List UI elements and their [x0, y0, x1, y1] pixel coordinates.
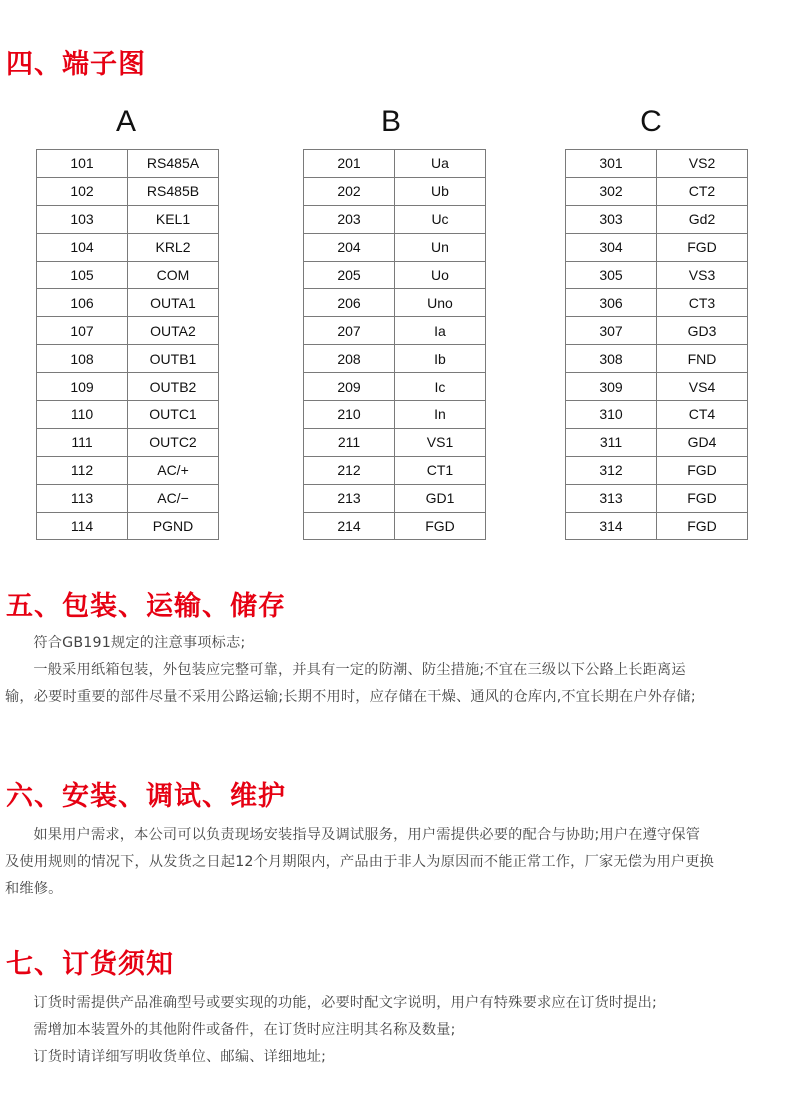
- table-row: [37, 401, 219, 429]
- terminal-number: 306: [566, 289, 657, 317]
- terminal-signal: Uc: [395, 205, 486, 233]
- terminal-number: 109: [37, 373, 128, 401]
- table-row: [37, 484, 219, 512]
- terminal-signal: CT2: [657, 177, 748, 205]
- terminal-number: 107: [37, 317, 128, 345]
- ordering-text: [5, 990, 785, 1071]
- terminal-number: 303: [566, 205, 657, 233]
- table-row: [37, 261, 219, 289]
- terminal-signal: OUTC2: [128, 428, 219, 456]
- section-title-terminal: 四、端子图: [6, 49, 146, 80]
- terminal-signal: OUTB1: [128, 345, 219, 373]
- terminal-number: 207: [304, 317, 395, 345]
- table-row: [304, 484, 486, 512]
- terminal-signal: FGD: [657, 456, 748, 484]
- table-row: [37, 512, 219, 540]
- terminal-signal: GD1: [395, 484, 486, 512]
- table-row: [566, 289, 748, 317]
- terminal-number: 213: [304, 484, 395, 512]
- table-row: [37, 428, 219, 456]
- table-row: [566, 177, 748, 205]
- packaging-line: 符合GB191规定的注意事项标志;: [33, 635, 246, 651]
- table-row: [304, 261, 486, 289]
- terminal-number: 104: [37, 233, 128, 261]
- table-row: [566, 205, 748, 233]
- table-row: [37, 373, 219, 401]
- table-row: [37, 150, 219, 178]
- terminal-signal: OUTA1: [128, 289, 219, 317]
- terminal-number: 212: [304, 456, 395, 484]
- table-row: [566, 401, 748, 429]
- table-row: [304, 345, 486, 373]
- terminal-number: 103: [37, 205, 128, 233]
- terminal-table-c: [565, 149, 748, 540]
- terminal-signal: Uno: [395, 289, 486, 317]
- table-row: [37, 345, 219, 373]
- terminal-number: 304: [566, 233, 657, 261]
- terminal-signal: Ub: [395, 177, 486, 205]
- terminal-number: 309: [566, 373, 657, 401]
- terminal-table-a: [36, 149, 219, 540]
- terminal-number: 208: [304, 345, 395, 373]
- table-row: [566, 484, 748, 512]
- table-row: [37, 456, 219, 484]
- terminal-number: 307: [566, 317, 657, 345]
- table-row: [566, 150, 748, 178]
- terminal-number: 106: [37, 289, 128, 317]
- table-row: [566, 428, 748, 456]
- terminal-signal: PGND: [128, 512, 219, 540]
- table-row: [304, 205, 486, 233]
- table-row: [37, 289, 219, 317]
- installation-text: [5, 822, 785, 903]
- terminal-signal: Ib: [395, 345, 486, 373]
- terminal-signal: In: [395, 401, 486, 429]
- terminal-group-label-c: C: [640, 105, 662, 138]
- terminal-number: 105: [37, 261, 128, 289]
- terminal-signal: Ic: [395, 373, 486, 401]
- packaging-line: 输，必要时重要的部件尽量不采用公路运输;长期不用时，应存储在干燥、通风的仓库内,不宜长期在户外存储;: [5, 689, 696, 705]
- terminal-signal: KEL1: [128, 205, 219, 233]
- terminal-signal: RS485B: [128, 177, 219, 205]
- terminal-number: 201: [304, 150, 395, 178]
- terminal-number: 112: [37, 456, 128, 484]
- terminal-number: 202: [304, 177, 395, 205]
- terminal-signal: CT4: [657, 401, 748, 429]
- terminal-signal: FND: [657, 345, 748, 373]
- terminal-signal: CT3: [657, 289, 748, 317]
- terminal-signal: Un: [395, 233, 486, 261]
- terminal-number: 203: [304, 205, 395, 233]
- terminal-signal: KRL2: [128, 233, 219, 261]
- terminal-number: 108: [37, 345, 128, 373]
- terminal-signal: FGD: [657, 233, 748, 261]
- table-row: [566, 317, 748, 345]
- terminal-signal: Ua: [395, 150, 486, 178]
- installation-line: 及使用规则的情况下，从发货之日起12个月期限内，产品由于非人为原因而不能正常工作，厂家无偿为用户更换: [5, 854, 715, 870]
- installation-line: 如果用户需求，本公司可以负责现场安装指导及调试服务，用户需提供必要的配合与协助;用户在遵守保管: [33, 827, 701, 843]
- terminal-signal: OUTC1: [128, 401, 219, 429]
- ordering-line: 订货时请详细写明收货单位、邮编、详细地址;: [33, 1049, 327, 1065]
- terminal-signal: FGD: [395, 512, 486, 540]
- terminal-signal: Gd2: [657, 205, 748, 233]
- terminal-signal: AC/+: [128, 456, 219, 484]
- table-row: [304, 317, 486, 345]
- terminal-signal: OUTA2: [128, 317, 219, 345]
- terminal-number: 214: [304, 512, 395, 540]
- packaging-line: 一般采用纸箱包装，外包装应完整可靠，并具有一定的防潮、防尘措施;不宜在三级以下公路上长距离运: [33, 662, 686, 678]
- ordering-line: 订货时需提供产品准确型号或要实现的功能，必要时配文字说明，用户有特殊要求应在订货时提出;: [33, 995, 658, 1011]
- terminal-number: 102: [37, 177, 128, 205]
- terminal-signal: OUTB2: [128, 373, 219, 401]
- table-row: [304, 456, 486, 484]
- terminal-number: 209: [304, 373, 395, 401]
- table-row: [566, 261, 748, 289]
- terminal-number: 114: [37, 512, 128, 540]
- terminal-signal: FGD: [657, 484, 748, 512]
- terminal-number: 101: [37, 150, 128, 178]
- terminal-number: 311: [566, 428, 657, 456]
- table-row: [304, 289, 486, 317]
- terminal-signal: VS2: [657, 150, 748, 178]
- terminal-number: 308: [566, 345, 657, 373]
- table-row: [304, 177, 486, 205]
- table-row: [37, 205, 219, 233]
- terminal-signal: GD3: [657, 317, 748, 345]
- terminal-signal: RS485A: [128, 150, 219, 178]
- table-row: [304, 233, 486, 261]
- terminal-number: 206: [304, 289, 395, 317]
- terminal-signal: CT1: [395, 456, 486, 484]
- section-title-packaging: 五、包装、运输、储存: [6, 591, 286, 622]
- terminal-number: 313: [566, 484, 657, 512]
- table-row: [566, 456, 748, 484]
- terminal-group-label-a: A: [115, 105, 136, 138]
- terminal-number: 113: [37, 484, 128, 512]
- table-row: [566, 233, 748, 261]
- terminal-number: 301: [566, 150, 657, 178]
- table-row: [37, 177, 219, 205]
- terminal-number: 305: [566, 261, 657, 289]
- terminal-signal: AC/−: [128, 484, 219, 512]
- terminal-number: 302: [566, 177, 657, 205]
- terminal-number: 111: [37, 428, 128, 456]
- terminal-signal: Ia: [395, 317, 486, 345]
- terminal-signal: VS1: [395, 428, 486, 456]
- terminal-signal: GD4: [657, 428, 748, 456]
- terminal-number: 204: [304, 233, 395, 261]
- section-title-installation: 六、安装、调试、维护: [6, 781, 286, 812]
- table-row: [566, 345, 748, 373]
- table-row: [304, 401, 486, 429]
- table-row: [37, 317, 219, 345]
- terminal-number: 310: [566, 401, 657, 429]
- packaging-text: [5, 630, 785, 711]
- terminal-number: 312: [566, 456, 657, 484]
- terminal-table-b: [303, 149, 486, 540]
- terminal-signal: VS4: [657, 373, 748, 401]
- table-row: [566, 512, 748, 540]
- table-row: [304, 150, 486, 178]
- terminal-number: 205: [304, 261, 395, 289]
- table-row: [566, 373, 748, 401]
- terminal-number: 314: [566, 512, 657, 540]
- table-row: [304, 428, 486, 456]
- terminal-signal: FGD: [657, 512, 748, 540]
- terminal-signal: Uo: [395, 261, 486, 289]
- installation-line: 和维修。: [5, 881, 63, 897]
- table-row: [304, 512, 486, 540]
- terminal-number: 211: [304, 428, 395, 456]
- terminal-signal: COM: [128, 261, 219, 289]
- ordering-line: 需增加本装置外的其他附件或备件，在订货时应注明其名称及数量;: [33, 1022, 456, 1038]
- section-title-ordering: 七、订货须知: [6, 949, 174, 980]
- terminal-number: 110: [37, 401, 128, 429]
- table-row: [304, 373, 486, 401]
- terminal-number: 210: [304, 401, 395, 429]
- terminal-signal: VS3: [657, 261, 748, 289]
- table-row: [37, 233, 219, 261]
- terminal-group-label-b: B: [380, 105, 401, 138]
